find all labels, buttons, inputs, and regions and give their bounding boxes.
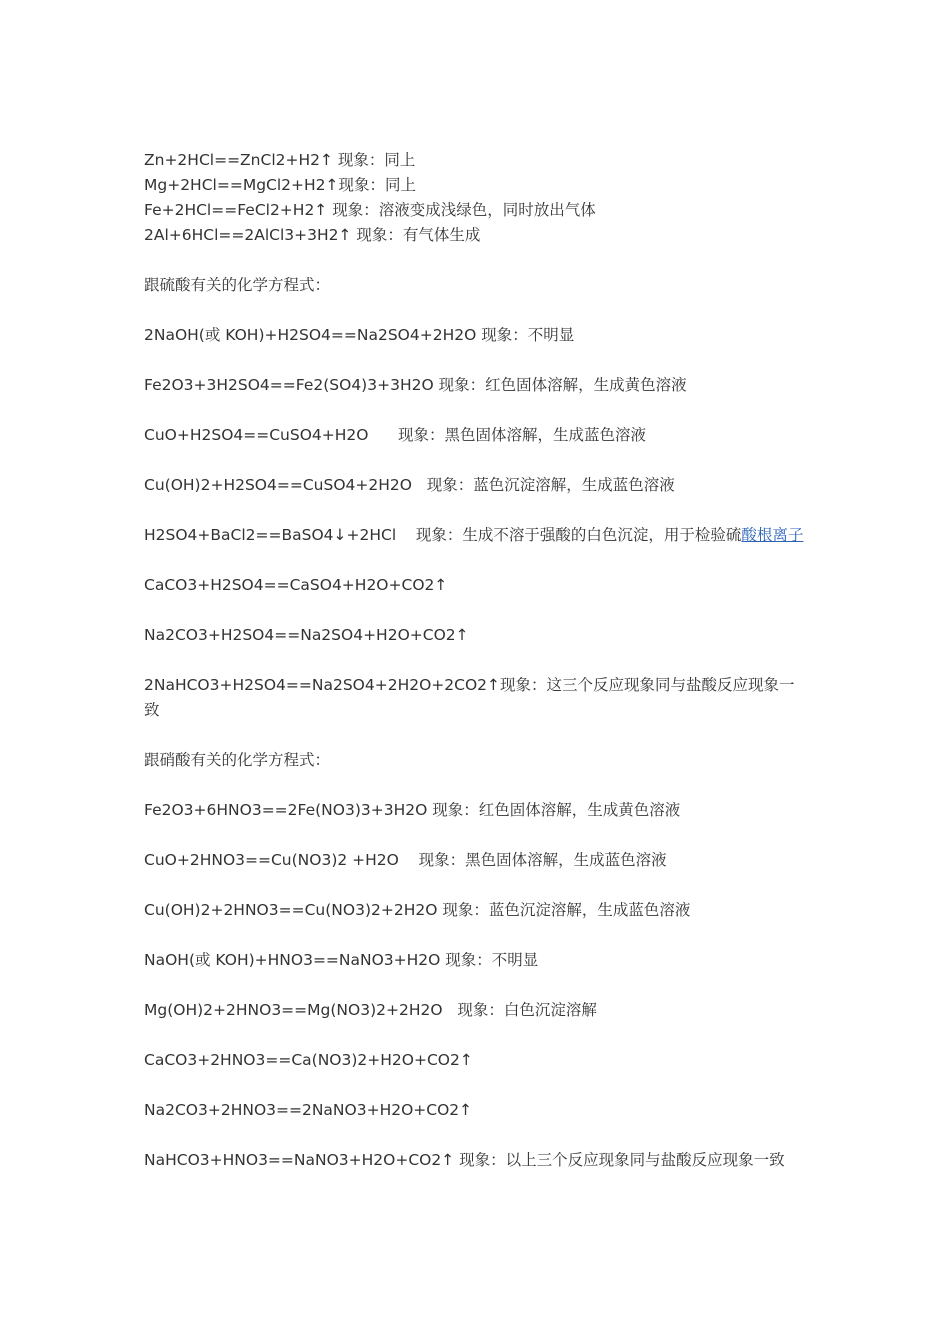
equation-line: Mg(OH)2+2HNO3==Mg(NO3)2+2H2O 现象：白色沉淀溶解 [144, 1001, 597, 1019]
equation-line: Cu(OH)2+2HNO3==Cu(NO3)2+2H2O 现象：蓝色沉淀溶解，生成蓝色溶液 [144, 901, 691, 919]
equation-line: Na2CO3+H2SO4==Na2SO4+H2O+CO2↑ [144, 626, 469, 644]
equation-text: H2SO4+BaCl2==BaSO4↓+2HCl 现象：生成不溶于强酸的白色沉淀，用于检验硫 [144, 526, 742, 544]
equation-line: Na2CO3+2HNO3==2NaNO3+H2O+CO2↑ [144, 1101, 473, 1119]
equation-line: Fe2O3+6HNO3==2Fe(NO3)3+3H2O 现象：红色固体溶解，生成黄色溶液 [144, 801, 681, 819]
sulfate-ion-link[interactable]: 酸根离子 [741, 526, 804, 544]
equation-line: 2NaOH(或 KOH)+H2SO4==Na2SO4+2H2O 现象：不明显 [144, 326, 575, 344]
equation-line: NaOH(或 KOH)+HNO3==NaNO3+H2O 现象：不明显 [144, 951, 539, 969]
equation-line: Cu(OH)2+H2SO4==CuSO4+2H2O 现象：蓝色沉淀溶解，生成蓝色溶液 [144, 476, 675, 494]
hydrochloric-acid-equations [144, 148, 809, 248]
equation-line: 2NaHCO3+H2SO4==Na2SO4+2H2O+2CO2↑现象：这三个反应现象同与盐酸反应现象一致 [144, 676, 795, 719]
equation-line: Fe+2HCl==FeCl2+H2↑ 现象：溶液变成浅绿色，同时放出气体 [144, 201, 596, 219]
equation-line: NaHCO3+HNO3==NaNO3+H2O+CO2↑ 现象：以上三个反应现象同与盐酸反应现象一致 [144, 1151, 785, 1169]
equation-line: Mg+2HCl==MgCl2+H2↑现象：同上 [144, 176, 417, 194]
nitric-acid-heading: 跟硝酸有关的化学方程式： [144, 751, 331, 769]
sulfuric-acid-heading: 跟硫酸有关的化学方程式： [144, 276, 331, 294]
equation-line: Zn+2HCl==ZnCl2+H2↑ 现象：同上 [144, 151, 416, 169]
equation-line: CuO+H2SO4==CuSO4+H2O 现象：黑色固体溶解，生成蓝色溶液 [144, 426, 647, 444]
equation-line: Fe2O3+3H2SO4==Fe2(SO4)3+3H2O 现象：红色固体溶解，生成黄色溶液 [144, 376, 687, 394]
document-body [144, 148, 809, 1198]
equation-line: CuO+2HNO3==Cu(NO3)2 +H2O 现象：黑色固体溶解，生成蓝色溶液 [144, 851, 667, 869]
equation-line: CaCO3+2HNO3==Ca(NO3)2+H2O+CO2↑ [144, 1051, 473, 1069]
equation-line: 2Al+6HCl==2AlCl3+3H2↑ 现象：有气体生成 [144, 226, 481, 244]
equation-line: CaCO3+H2SO4==CaSO4+H2O+CO2↑ [144, 576, 448, 594]
equation-line-with-link [144, 523, 809, 548]
